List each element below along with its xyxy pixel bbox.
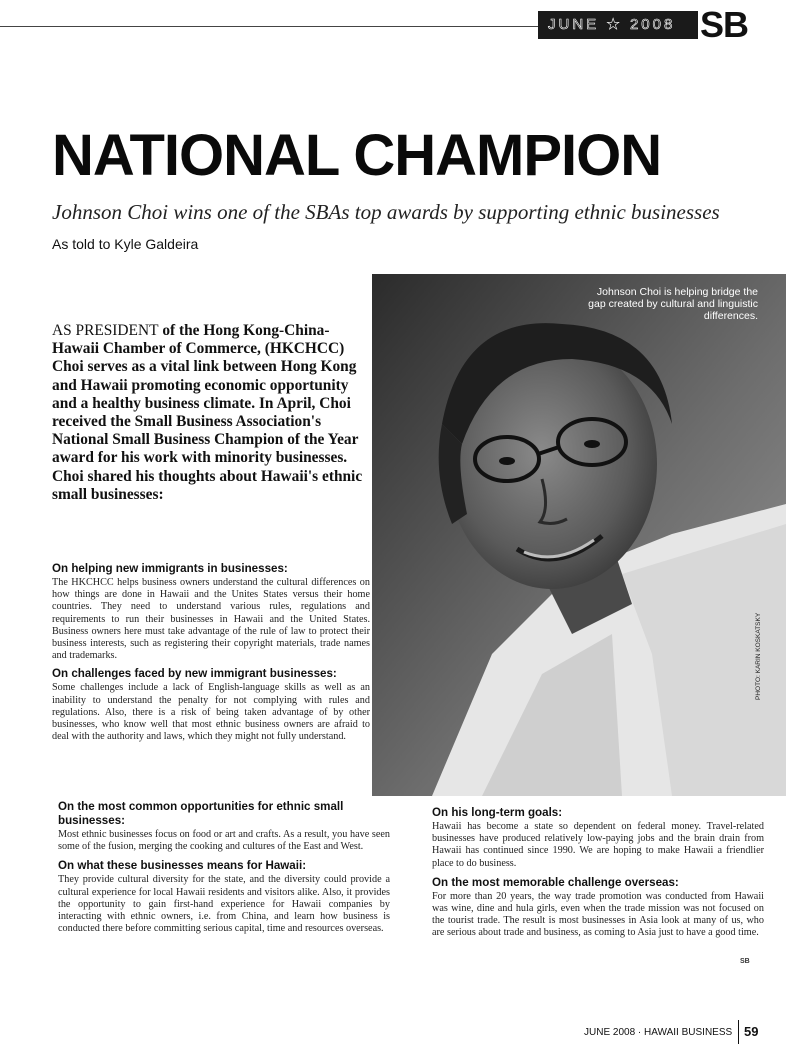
qa-right [432, 806, 764, 946]
portrait-illustration [372, 274, 786, 796]
qa-body: The HKCHCC helps business owners understand the cultural differences on how things are done in Hawaii and the Unites States versus their home countries. They need to understand various rules, regulations and requirements to run their businesses in Hawaii and the United States. Business owners here must take advantage of the rule of law to protect their business interests, such as registering their copyright materials, trade names and trademarks. [52, 577, 370, 662]
byline: As told to Kyle Galdeira [52, 236, 199, 252]
qa-section [432, 806, 764, 870]
qa-heading: On the most memorable challenge overseas: [432, 875, 679, 889]
qa-section [52, 562, 370, 662]
headline: NATIONAL CHAMPION [52, 123, 662, 188]
footer-divider [738, 1020, 739, 1044]
qa-left-lower [58, 800, 390, 941]
header-rule [0, 26, 540, 27]
qa-section [52, 667, 370, 743]
qa-section [432, 876, 764, 940]
qa-heading: On challenges faced by new immigrant businesses: [52, 667, 337, 681]
intro-paragraph [52, 322, 366, 504]
portrait-photo [372, 274, 786, 796]
qa-body: Hawaii has become a state so dependent on federal money. Travel-related businesses have produced relatively low-paying jobs and the brain drain from Hawaii has continued since 1990. We are hoping to make Hawaii a friendlier place to do business. [432, 821, 764, 869]
qa-body: Some challenges include a lack of English-language skills as well as an inability to understand the penalty for not complying with rules and regulations. Also, there is a risk of being taken advantage of by other businesses, who know well that most ethnic business owners are afraid to deal with the authority and laws, which they might not fully understand. [52, 682, 370, 743]
issue-date: JUNE ★ 2008 [548, 16, 676, 33]
qa-heading: On the most common opportunities for ethnic small businesses: [58, 800, 344, 827]
qa-heading: On his long-term goals: [432, 806, 563, 819]
page-number: 59 [744, 1024, 759, 1039]
intro-lead: AS PRESIDENT [52, 322, 159, 339]
qa-heading: On what these businesses means for Hawaii: [58, 859, 307, 873]
qa-body: Most ethnic businesses focus on food or art and crafts. As a result, you have seen some of the fusion, merging the cooking and cultures of the East and West. [58, 829, 390, 853]
qa-heading: On helping new immigrants in businesses: [52, 562, 288, 575]
subheadline: Johnson Choi wins one of the SBAs top awards by supporting ethnic businesses [52, 200, 720, 224]
photo-credit: PHOTO: KARIN KOSKATSKY [755, 612, 762, 700]
intro-text: of the Hong Kong-China-Hawaii Chamber of Commerce, (HKCHCC) Choi serves as a vital link between Hong Kong and Hawaii promoting economic opportunity and a healthy business climate. In April, Choi received the Small Business Association's National Small Business Champion of the Year award for his work with minority businesses. Choi shared his thoughts about Hawaii's ethnic small businesses: [52, 322, 363, 503]
photo-caption: Johnson Choi is helping bridge the gap created by cultural and linguistic differences. [588, 286, 758, 322]
qa-section [58, 800, 390, 853]
sb-logo: SB [700, 4, 749, 45]
qa-left-upper [52, 562, 370, 748]
qa-body: They provide cultural diversity for the state, and the diversity could provide a cultural experience for local Hawaii residents and visitors alike. Also, it provides the opportunity to gain first-hand experience for Hawaii companies by interacting with ethnic owners, i.e. from China, and learn how business is conducted there before committing serious capital, time and resources overseas. [58, 874, 390, 935]
end-mark: SB [740, 958, 750, 965]
qa-section [58, 859, 390, 935]
qa-body: For more than 20 years, the way trade promotion was conducted from Hawaii was wine, dine and hula girls, even when the trade mission was not focused on the tourist trade. The result is most businesses in Asia look at many of us, who are serious about trade and business, as coming to Asia just to have a good time. [432, 890, 764, 939]
footer-issue: JUNE 2008 · HAWAII BUSINESS [584, 1027, 733, 1038]
